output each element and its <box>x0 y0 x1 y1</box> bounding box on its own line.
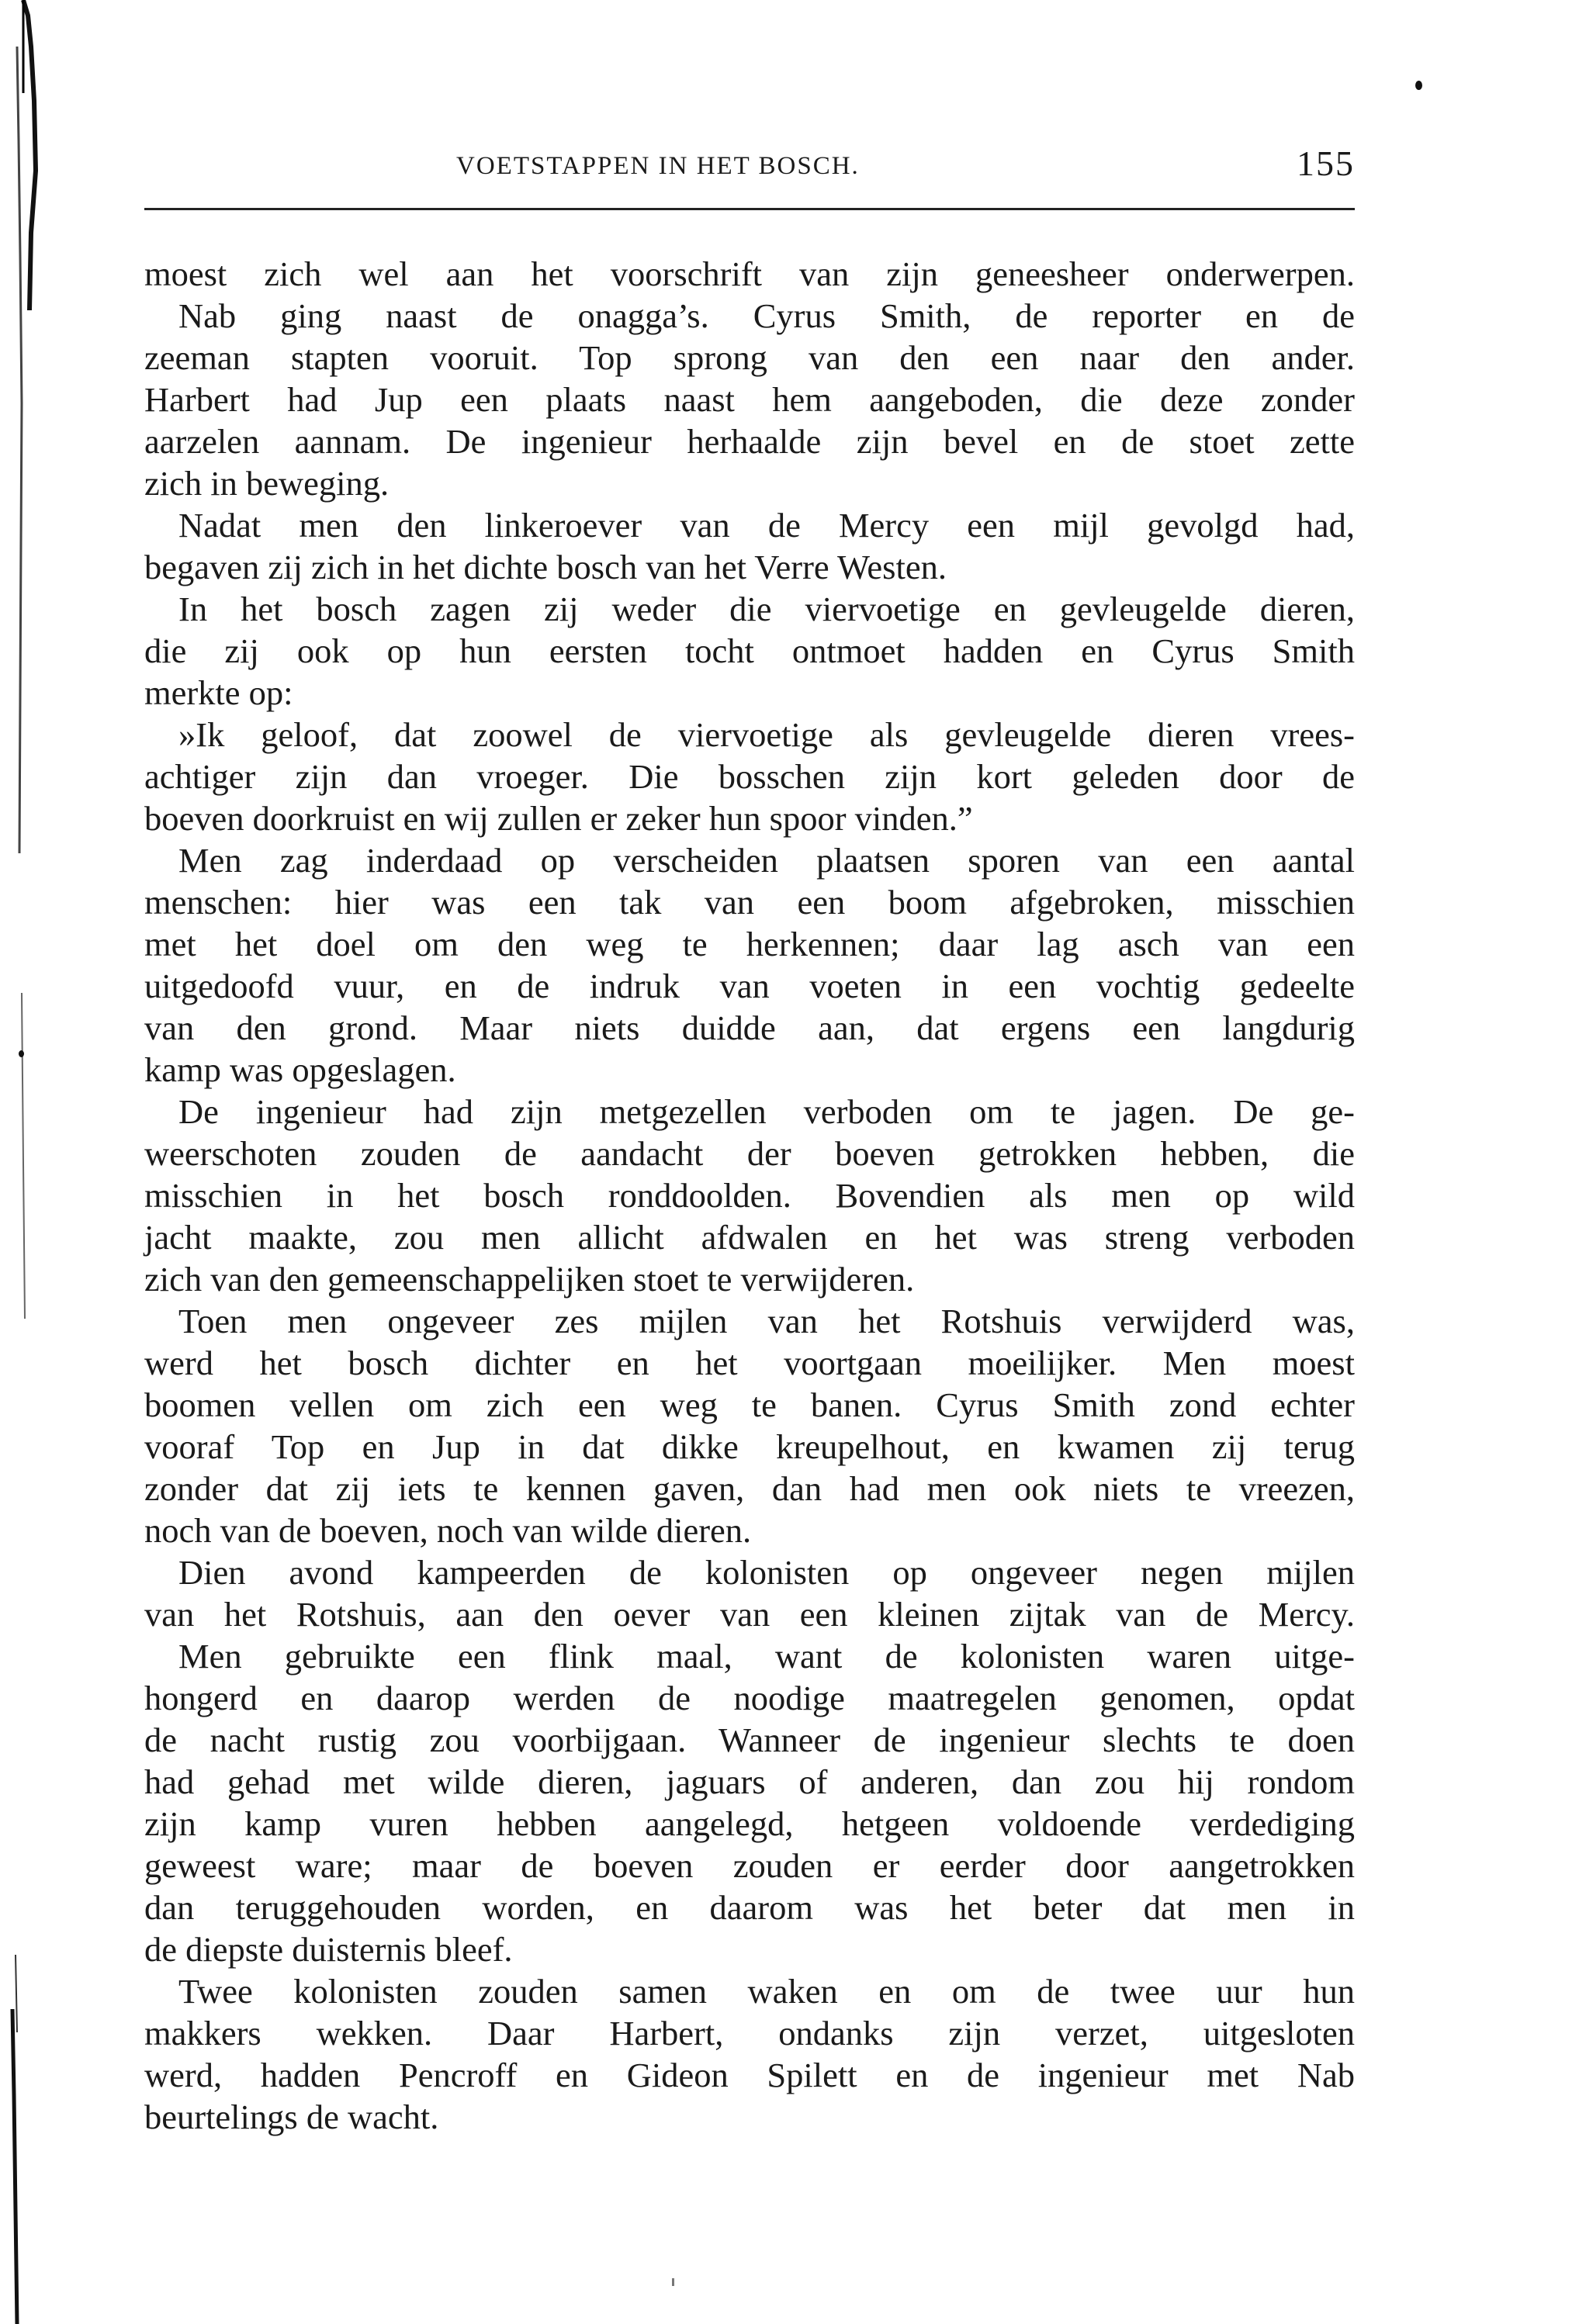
text-line: vooraf Top en Jup in dat dikke kreupelhout, en kwamen zij terug <box>144 1427 1355 1466</box>
page-number: 155 <box>1297 144 1355 183</box>
paragraph <box>144 714 1355 839</box>
page-header <box>144 144 1355 206</box>
text-line: noch van de boeven, noch van wilde dieren. <box>144 1511 752 1550</box>
header-rule <box>144 208 1355 210</box>
paragraph <box>144 1635 1355 1970</box>
text-line: In het bosch zagen zij weder die viervoetige en gevleugelde dieren, <box>178 590 1355 628</box>
text-line: moest zich wel aan het voorschrift van zijn geneesheer onderwerpen. <box>144 254 1355 293</box>
text-line: menschen: hier was een tak van een boom afgebroken, misschien <box>144 883 1355 922</box>
text-line: van den grond. Maar niets duidde aan, dat ergens een langdurig <box>144 1008 1355 1047</box>
text-line: boomen vellen om zich een weg te banen. Cyrus Smith zond echter <box>144 1385 1355 1424</box>
text-line: weerschoten zouden de aandacht der boeven getrokken hebben, die <box>144 1134 1355 1173</box>
running-title: VOETSTAPPEN IN HET BOSCH. <box>456 152 860 180</box>
text-line: begaven zij zich in het dichte bosch van het Verre Westen. <box>144 548 947 586</box>
text-line: »Ik geloof, dat zoowel de viervoetige als gevleugelde dieren vrees- <box>178 715 1355 754</box>
text-line: werd, hadden Pencroff en Gideon Spilett en de ingenieur met Nab <box>144 2056 1355 2094</box>
text-line: Harbert had Jup een plaats naast hem aangeboden, die deze zonder <box>144 380 1355 419</box>
paragraph <box>144 839 1355 1091</box>
paragraph <box>144 1300 1355 1551</box>
text-line: uitgedoofd vuur, en de indruk van voeten in een vochtig gedeelte <box>144 967 1355 1005</box>
text-line: De ingenieur had zijn metgezellen verboden om te jagen. De ge- <box>178 1092 1355 1131</box>
text-line: Nadat men den linkeroever van de Mercy een mijl gevolgd had, <box>178 506 1355 545</box>
scan-speck <box>19 1050 24 1057</box>
text-line: Nab ging naast de onagga’s. Cyrus Smith, de reporter en de <box>178 296 1355 335</box>
paragraph <box>144 588 1355 714</box>
text-line: zonder dat zij iets te kennen gaven, dan had men ook niets te vreezen, <box>144 1469 1355 1508</box>
paragraph <box>144 295 1355 504</box>
text-line: die zij ook op hun eersten tocht ontmoet hadden en Cyrus Smith <box>144 631 1355 670</box>
text-line: dan teruggehouden worden, en daarom was het beter dat men in <box>144 1888 1355 1927</box>
paragraph <box>144 1970 1355 2138</box>
text-line: Toen men ongeveer zes mijlen van het Rotshuis verwijderd was, <box>178 1302 1355 1340</box>
text-line: werd het bosch dichter en het voortgaan moeilijker. Men moest <box>144 1344 1355 1382</box>
text-line: jacht maakte, zou men allicht afdwalen en het was streng verboden <box>144 1218 1355 1257</box>
text-line: Dien avond kampeerden de kolonisten op ongeveer negen mijlen <box>178 1553 1355 1592</box>
text-line: hongerd en daarop werden de noodige maatregelen genomen, opdat <box>144 1679 1355 1717</box>
body-text <box>144 253 1355 2138</box>
text-line: Men gebruikte een flink maal, want de kolonisten waren uitge- <box>178 1637 1355 1676</box>
paragraph <box>144 1091 1355 1300</box>
text-line: zich in beweging. <box>144 464 390 503</box>
text-line: had gehad met wilde dieren, jaguars of anderen, dan zou hij rondom <box>144 1762 1355 1801</box>
text-line: de diepste duisternis bleef. <box>144 1930 513 1969</box>
text-line: beurtelings de wacht. <box>144 2097 439 2136</box>
paragraph <box>144 504 1355 588</box>
text-line: van het Rotshuis, aan den oever van een kleinen zijtak van de Mercy. <box>144 1595 1355 1634</box>
text-line: aarzelen aannam. De ingenieur herhaalde zijn bevel en de stoet zette <box>144 422 1355 461</box>
text-line: zeeman stapten vooruit. Top sprong van den een naar den ander. <box>144 338 1355 377</box>
text-line: zijn kamp vuren hebben aangelegd, hetgeen voldoende verdediging <box>144 1804 1355 1843</box>
text-line: zich van den gemeenschappelijken stoet te verwijderen. <box>144 1260 915 1299</box>
text-line: merkte op: <box>144 673 293 712</box>
paragraph <box>144 253 1355 295</box>
text-line: Twee kolonisten zouden samen waken en om de twee uur hun <box>178 1972 1355 2011</box>
text-line: misschien in het bosch ronddoolden. Bovendien als men op wild <box>144 1176 1355 1215</box>
text-line: makkers wekken. Daar Harbert, ondanks zijn verzet, uitgesloten <box>144 2014 1355 2053</box>
text-line: Men zag inderdaad op verscheiden plaatsen sporen van een aantal <box>178 841 1355 880</box>
text-line: boeven doorkruist en wij zullen er zeker hun spoor vinden.” <box>144 799 973 838</box>
scan-speck <box>1415 81 1422 90</box>
text-line: achtiger zijn dan vroeger. Die bosschen zijn kort geleden door de <box>144 757 1355 796</box>
text-line: geweest ware; maar de boeven zouden er eerder door aangetrokken <box>144 1846 1355 1885</box>
scan-mark <box>672 2278 674 2286</box>
text-line: met het doel om den weg te herkennen; daar lag asch van een <box>144 925 1355 963</box>
text-line: kamp was opgeslagen. <box>144 1050 456 1089</box>
scan-edge-artifact <box>0 0 45 2324</box>
text-line: de nacht rustig zou voorbijgaan. Wanneer de ingenieur slechts te doen <box>144 1721 1355 1759</box>
paragraph <box>144 1551 1355 1635</box>
